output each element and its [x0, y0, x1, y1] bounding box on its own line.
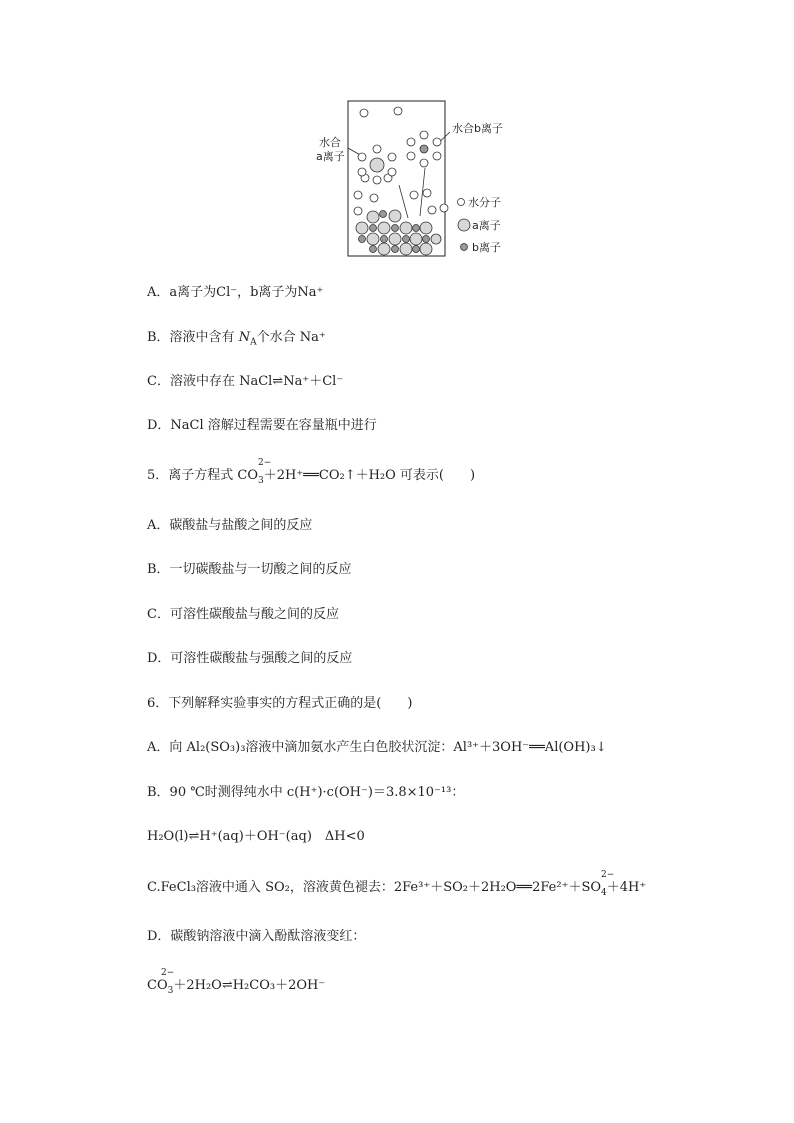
q6d-sup: 2− [161, 968, 175, 978]
legend-b: b离子 [472, 241, 501, 254]
q5-option-d: D．可溶性碳酸盐与强酸之间的反应 [147, 651, 353, 666]
q6-option-b-equation: H₂O(l)⇌H⁺(aq)＋OH⁻(aq) ΔH<0 [147, 829, 365, 844]
q6d-post: ＋2H₂O⇌H₂CO₃＋2OH⁻ [173, 978, 326, 993]
option-b-a: A [250, 337, 257, 348]
q6-option-b: B．90 ℃时测得纯水中 c(H⁺)·c(OH⁻)＝3.8×10⁻¹³： [147, 785, 465, 800]
option-b-pre: B．溶液中含有 [147, 330, 239, 345]
option-d: D．NaCl 溶解过程需要在容量瓶中进行 [147, 418, 377, 433]
q5-option-b: B．一切碳酸盐与一切酸之间的反应 [147, 562, 352, 577]
q5-option-c: C．可溶性碳酸盐与酸之间的反应 [147, 607, 339, 622]
q5-post: ＋2H⁺══CO₂↑＋H₂O 可表示( ) [263, 468, 476, 483]
q5-option-a: A．碳酸盐与盐酸之间的反应 [147, 518, 313, 533]
label-hydrated-a-1: 水合 [319, 136, 341, 149]
q6c-post: ＋4H⁺ [606, 880, 647, 895]
q6d-pre: CO [147, 978, 168, 993]
label-hydrated-a-2: a离子 [316, 150, 345, 163]
q6d-sub: 3 [167, 986, 174, 996]
q5-sub: 3 [258, 476, 264, 486]
dissolution-diagram [0, 0, 794, 270]
question-5 [147, 458, 476, 486]
q6-option-d: D．碳酸钠溶液中滴入酚酞溶液变红： [147, 929, 366, 944]
option-b-n: N [238, 330, 251, 345]
q6-option-c [147, 870, 647, 898]
legend-a: a离子 [472, 219, 501, 232]
option-b [147, 330, 326, 346]
q6c-sup: 2− [601, 870, 615, 880]
q6-option-a: A．向 Al₂(SO₃)₃溶液中滴加氨水产生白色胶状沉淀：Al³⁺＋3OH⁻══Al(OH)₃↓ [147, 740, 607, 755]
q6-option-d-equation [147, 968, 326, 996]
question-6: 6．下列解释实验事实的方程式正确的是( ) [147, 696, 413, 711]
q6c-sub: 4 [601, 888, 607, 898]
option-c: C．溶液中存在 NaCl⇌Na⁺＋Cl⁻ [147, 374, 344, 389]
q5-sup: 2− [258, 458, 272, 468]
q6c-pre: C.FeCl₃溶液中通入 SO₂，溶液黄色褪去：2Fe³⁺＋SO₂＋2H₂O══2Fe²⁺＋SO [147, 880, 602, 895]
legend-water: 水分子 [468, 196, 501, 209]
label-hydrated-b: 水合b离子 [452, 122, 503, 135]
option-a: A．a离子为Cl⁻，b离子为Na⁺ [147, 285, 324, 300]
option-b-post: 个水合 Na⁺ [256, 330, 326, 345]
q5-pre: 5．离子方程式 CO [147, 468, 259, 483]
